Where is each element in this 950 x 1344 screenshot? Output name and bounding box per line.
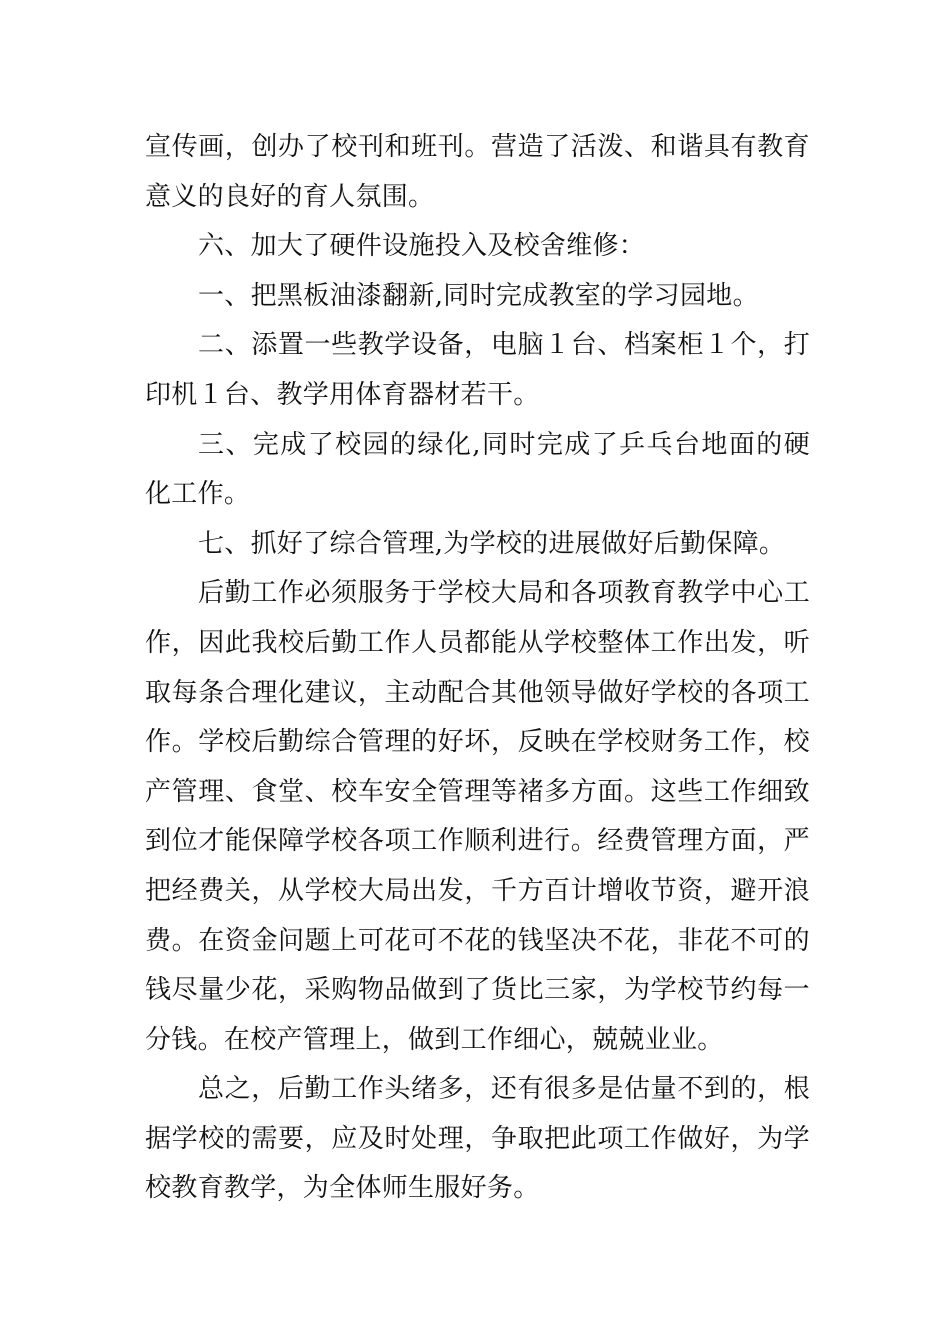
- paragraph-conclusion: 总之，后勤工作头绪多，还有很多是估量不到的，根据学校的需要，应及时处理，争取把此项工作做好，为学校教育教学，为全体师生服好务。: [145, 1074, 810, 1204]
- paragraph-section-7-heading: 七、抓好了综合管理,为学校的进展做好后勤保障。: [198, 528, 786, 559]
- paragraph-section-6-heading: 六、加大了硬件设施投入及校舍维修：: [198, 231, 646, 262]
- paragraph-continuation: 宣传画，创办了校刊和班刊。营造了活泼、和谐具有教育意义的良好的育人氛围。: [145, 132, 810, 212]
- paragraph-item-1: 一、把黑板油漆翻新,同时完成教室的学习园地。: [198, 280, 759, 311]
- paragraph-item-3: 三、完成了校园的绿化,同时完成了乒乓台地面的硬化工作。: [145, 429, 810, 510]
- paragraph-item-2: 二、添置一些教学设备，电脑１台、档案柜１个，打印机１台、教学用体育器材若干。: [145, 330, 810, 410]
- document-body: [145, 123, 810, 1214]
- paragraph-logistics-body: 后勤工作必须服务于学校大局和各项教育教学中心工作，因此我校后勤工作人员都能从学校整体工作出发，听取每条合理化建议，主动配合其他领导做好学校的各项工作。学校后勤综合管理的好坏，反映在学校财务工作，校产管理、食堂、校车安全管理等褚多方面。这些工作细致到位才能保障学校各项工作顺利进行。经费管理方面，严把经费关，从学校大局出发，千方百计增收节资，避开浪费。在资金问题上可花可不花的钱坚决不花，非花不可的钱尽量少花，采购物品做到了货比三家，为学校节约每一分钱。在校产管理上，做到工作细心，兢兢业业。: [145, 578, 810, 1055]
